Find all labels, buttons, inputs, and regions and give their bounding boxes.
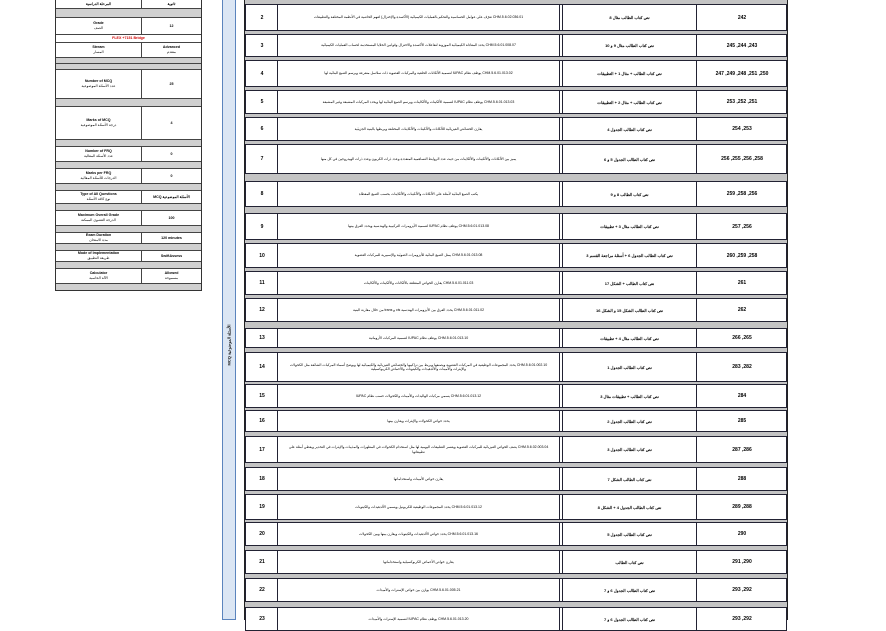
- textbook-reference: نص كتاب الطالب + تطبيقات مثال 3: [562, 385, 697, 407]
- page-numbers: 289 ,288: [732, 504, 752, 510]
- info-value-text: 12: [169, 23, 174, 28]
- textbook-reference: نص كتاب الطالب: [562, 551, 697, 573]
- info-value-text: ثانوية: [167, 1, 176, 6]
- table-row: [245, 607, 787, 631]
- table-row: [245, 298, 787, 322]
- info-value-text: SwiftAssess: [160, 253, 183, 258]
- page-numbers: 259 ,258 ,256: [726, 191, 758, 197]
- info-label-text: نوع كافة الأسئلة: [86, 197, 111, 201]
- question-number: 23: [259, 616, 265, 622]
- info-label: [56, 233, 142, 243]
- page-numbers: 262: [737, 307, 747, 313]
- info-label-text: عدد الأسئلة الموضوعية: [81, 84, 116, 88]
- info-label-text: المرحلة الدراسية: [85, 1, 112, 6]
- info-label: [56, 18, 142, 34]
- textbook-reference: نص كتاب الطالب + مثال 1 + التطبيقات: [562, 61, 697, 86]
- info-row: [56, 147, 201, 162]
- learning-outcome: يحدد خواص الكحولات والإيثرات ويقارن بينها: [277, 411, 560, 431]
- info-row: [56, 70, 201, 99]
- learning-outcome: CHM.5.6.01.005.21 يوازن بين خواص الإسترات والأميدات: [277, 579, 560, 601]
- learning-outcome: يميز بين الألكانات والألكينات والألكاينات من حيث عدد الروابط التساهمية المتعددة وعدد ذرات الكربون وعدد ذرات الهيدروجين في كل منها: [277, 145, 560, 173]
- textbook-reference: نص كتاب الطالب الجدول 6 و 7: [562, 579, 697, 601]
- table-row: [245, 467, 787, 491]
- table-row: [245, 550, 787, 574]
- question-number: 6: [260, 126, 264, 132]
- learning-outcome: CHM.5.6.01.002.10 يحدد المجموعات الوظيفية في المركبات العضوية ويصنفها ويربط بين تراكيبها والخصائص الفيزيائية والكيميائية لها ويوضح أسماء المركبات الشائعة مثل الكحولات والإيثرات والأمينات والألدهيدات والكيتونات والأحماض الكربوكسيلية: [277, 353, 560, 381]
- page-numbers: 260 ,259 ,258: [726, 252, 758, 259]
- vertical-category-column: [222, 0, 236, 620]
- table-row: [245, 4, 787, 31]
- question-number: 9: [260, 223, 264, 230]
- info-value-text: 25: [169, 81, 174, 86]
- info-label-text: الآلة الحاسبة: [89, 276, 108, 280]
- textbook-reference: نص كتاب الطالب مثال 8: [562, 5, 697, 30]
- table-row: [245, 34, 787, 57]
- question-number: 12: [259, 307, 265, 313]
- table-row: [245, 117, 787, 141]
- info-value-text: MCQ الأسئلة الموضوعية: [153, 194, 190, 199]
- learning-outcome: يكتب الصيغ البنائية لأمثلة على الألكانات والألكينات والألكاينات بحسب الصيغ المعطاة: [277, 182, 560, 206]
- info-label-text: درجة الأسئلة الموضوعية: [80, 123, 117, 127]
- info-row: [56, 251, 201, 262]
- info-label-text: الدرجة القصوى الممكنة: [81, 218, 116, 222]
- question-number: 20: [259, 531, 265, 537]
- table-row: [245, 90, 787, 114]
- question-number: 4: [260, 70, 264, 77]
- question-number: 21: [259, 559, 265, 565]
- info-label-text: Maximum Overall Grade: [77, 213, 120, 218]
- info-value: [142, 211, 201, 225]
- page-numbers: 290: [737, 531, 747, 537]
- table-row: [245, 271, 787, 295]
- page-numbers: 285: [737, 418, 747, 424]
- info-spacer: [56, 184, 201, 191]
- info-row: [56, 43, 201, 58]
- table-row: [245, 436, 787, 463]
- info-row: [56, 191, 201, 204]
- info-spacer: [56, 99, 201, 107]
- info-row: [56, 233, 201, 244]
- info-label-text: Number of FRQ: [85, 149, 112, 154]
- info-label-text: طريقة التطبيق: [87, 256, 110, 260]
- info-value-text: متقدم: [167, 50, 176, 54]
- info-label-text: الدرجات للأسئلة المقالية: [80, 176, 117, 180]
- info-value: [142, 233, 201, 243]
- info-spacer: [56, 9, 201, 18]
- info-value: [142, 43, 201, 57]
- textbook-reference: نص كتاب الطالب مثال 9 و 10: [562, 35, 697, 56]
- info-label: [56, 191, 142, 203]
- page-numbers: 247 ,249 ,248 ,251 ,250: [715, 70, 769, 77]
- page-numbers: 288: [737, 476, 747, 482]
- info-value-text: Allowed: [164, 271, 179, 276]
- info-row: [56, 18, 201, 35]
- info-value: [142, 0, 201, 8]
- info-value-text: 120 minutes: [161, 235, 182, 240]
- question-number: 7: [260, 156, 264, 162]
- question-number: 14: [259, 364, 265, 370]
- textbook-reference: نص كتاب الطالب 8 و 9: [562, 182, 697, 206]
- page-numbers: 254 ,253: [732, 126, 752, 132]
- row-separator: [245, 174, 787, 181]
- page-numbers: 283 ,282: [732, 364, 752, 370]
- table-row: [245, 410, 787, 432]
- textbook-reference: نص كتاب الطالب مثال 3 + تطبيقات: [562, 214, 697, 239]
- table-row: [245, 578, 787, 602]
- info-label-text: Exam Duration: [85, 233, 112, 238]
- table-row: [245, 213, 787, 240]
- info-label: [56, 35, 201, 42]
- info-spacer: [56, 204, 201, 211]
- info-spacer: [56, 140, 201, 147]
- table-row: [245, 352, 787, 382]
- learning-outcome: يقارن خواص الأحماض الكربوكسيلية واستخداماتها: [277, 551, 560, 573]
- textbook-reference: نص كتاب الطالب الجدول 5 و 6: [562, 145, 697, 173]
- learning-outcome: CHM.5.6.01.013.12 يسمي مركبات الهاليدات والأمينات والكحولات حسب نظام IUPAC: [277, 385, 560, 407]
- info-label-text: Stream: [92, 45, 105, 50]
- table-row: [245, 144, 787, 174]
- question-number: 2: [260, 14, 264, 21]
- textbook-reference: نص كتاب الطالب الشكل 15 و الشكل 16: [562, 299, 697, 321]
- textbook-reference: نص كتاب الطالب الشكل 7: [562, 468, 697, 490]
- learning-outcome: CHM.5.6.01.013.12 يحدد المجموعات الوظيفية للكربونيل ويسمي الألدهيدات والكيتونات: [277, 495, 560, 519]
- learning-outcome: CHM.5.6.01.013.08 يمثل الصيغ البنائية للأيزومرات الضوئية والإسبيرية للمركبات العضوية: [277, 244, 560, 267]
- textbook-reference: نص كتاب الطالب الجدول 4: [562, 118, 697, 140]
- page-numbers: 245 ,244 ,243: [726, 42, 758, 49]
- info-label-text: Calculator: [89, 271, 108, 276]
- learning-outcome: CHM.5.6.01.013.20 يوظف نظام IUPAC لتسمية الإسترات والأميدات: [277, 608, 560, 630]
- learning-outcome: CHM.5.6.01.011.03 يقارن الخواص المتعلقة بالألكانات والألكينات والألكاينات: [277, 272, 560, 294]
- info-value: [142, 147, 201, 161]
- info-spacer: [56, 284, 201, 290]
- info-label-text: مدة الامتحان: [89, 238, 108, 242]
- question-number: 5: [260, 99, 264, 105]
- page-numbers: 293 ,292: [732, 616, 752, 622]
- table-row: [245, 181, 787, 207]
- textbook-reference: نص كتاب الطالب الجدول 4 + الشكل 8: [562, 495, 697, 519]
- info-value: [142, 191, 201, 203]
- info-row: [56, 107, 201, 140]
- question-number: 10: [259, 252, 265, 259]
- learning-outcome: CHM.5.6.01.013.16 يحدد خواص الألدهيدات والكيتونات ويقارن بينها وبين الكحولات: [277, 523, 560, 545]
- info-spacer: [56, 244, 201, 251]
- info-label-text: المسار: [93, 50, 104, 54]
- learning-outcome: CHM.5.6.01.013.10 يوظف نظام IUPAC لتسمية المركبات الأروماتية: [277, 329, 560, 347]
- learning-outcome: CHM.5.6.01.013.03 يوظف نظام IUPAC لتسمية الألكينات والألكاينات ويرسم الصيغ البنائية لها ويحدد المركبات المشبعة وغير المشبعة: [277, 91, 560, 113]
- info-label-text: Type of All Questions: [80, 192, 117, 197]
- info-label: [56, 269, 142, 283]
- question-number: 22: [259, 587, 265, 593]
- table-row: [245, 384, 787, 408]
- info-row: [56, 211, 201, 226]
- info-spacer: [56, 162, 201, 169]
- info-label: [56, 107, 142, 139]
- info-value: [142, 269, 201, 283]
- textbook-reference: نص كتاب الطالب + مثال 2 + التطبيقات: [562, 91, 697, 113]
- info-value: [142, 18, 201, 34]
- question-number: 15: [259, 393, 265, 399]
- question-number: 13: [259, 335, 265, 341]
- textbook-reference: نص كتاب الطالب الجدول 6 و 7: [562, 608, 697, 630]
- question-number: 16: [259, 418, 265, 424]
- info-value: [142, 70, 201, 98]
- info-label-text: FLEX +7151 Bridge: [112, 36, 145, 41]
- textbook-reference: نص كتاب الطالب الجدول 1: [562, 353, 697, 381]
- table-row: [245, 494, 787, 520]
- page-numbers: 293 ,292: [732, 587, 752, 593]
- table-row: [245, 522, 787, 546]
- learning-outcome: CHM.5.6.02.036.01 تعرّف على عوامل الحساسية والتحكم بالعمليات الكيميائية (الأكسدة والإختزال) لفهم الخاصية في الأنظمة المختلفة والتطبيقات: [277, 5, 560, 30]
- info-label: [56, 169, 142, 183]
- info-label: [56, 147, 142, 161]
- page-numbers: 256 ,255 ,256 ,258: [721, 156, 763, 162]
- learning-outcome: CHM.5.6.01.013.08 يوظف نظام IUPAC لتسمية الأيزومرات التركيبية والهندسية ويحدد الفرق بينها: [277, 214, 560, 239]
- page-numbers: 257 ,256: [732, 223, 752, 230]
- textbook-reference: نص كتاب الطالب مثال 4 + تطبيقات: [562, 329, 697, 347]
- info-spacer: [56, 226, 201, 233]
- table-row: [245, 60, 787, 87]
- page-numbers: 253 ,252 ,251: [726, 99, 758, 105]
- info-label: [56, 251, 142, 261]
- question-number: 8: [260, 191, 264, 197]
- textbook-reference: نص كتاب الطالب + الشكل 17: [562, 272, 697, 294]
- info-value-text: 4: [170, 120, 173, 125]
- info-value-text: مسموحة: [164, 276, 179, 280]
- table-row: [245, 328, 787, 348]
- exam-info-table: [55, 0, 202, 291]
- textbook-reference: نص كتاب الطالب الجدول 6 + أسئلة مراجعة القسم 3: [562, 244, 697, 267]
- learning-outcome: CHM.5.6.01.011.02 يحدد الفرق بين الأيزومرات الهندسية cis و trans من خلال مقارنة البنية: [277, 299, 560, 321]
- info-label: [56, 0, 142, 8]
- page-numbers: 284: [737, 393, 747, 399]
- info-row: [56, 35, 201, 43]
- info-value: [142, 169, 201, 183]
- info-value: [142, 251, 201, 261]
- info-value-text: Advanced: [162, 45, 181, 50]
- learning-outcome: CHM.5.6.01.013.02 يوظف نظام IUPAC لتسمية الألكانات الحلقية والمركبات العضوية ذات سلاسل متفرعة ويرسم الصيغ البنائية لها: [277, 61, 560, 86]
- textbook-reference: نص كتاب الطالب الجدول 5: [562, 523, 697, 545]
- page-numbers: 287 ,286: [732, 446, 752, 453]
- info-spacer: [56, 262, 201, 269]
- info-label-text: عدد الأسئلة المقالية: [83, 154, 114, 158]
- page-numbers: 291 ,290: [732, 559, 752, 565]
- info-row: [56, 0, 201, 9]
- info-value-text: 0: [170, 151, 173, 156]
- info-value-text: 0: [170, 173, 173, 178]
- info-label-text: Marks of MCQ: [86, 118, 111, 123]
- textbook-reference: نص كتاب الطالب الجدول 3: [562, 437, 697, 462]
- question-number: 18: [259, 476, 265, 482]
- info-label-text: Mode of Implementation: [77, 251, 120, 256]
- info-value-text: 100: [168, 215, 175, 220]
- learning-outcome: CHM.5.6.02.003.04 يصف الخواص الفيزيائية للمركبات العضوية ويفسر التطبيقات اليومية لها مثل استخدام الكحولات في المطهرات والمذيبات والإيثرات في التخدير ويعطي أمثلة على تطبيقاتها: [277, 437, 560, 462]
- info-row: [56, 269, 201, 284]
- vertical-category-label: MCQ الأسئلة الموضوعية: [226, 324, 232, 366]
- question-number: 19: [259, 504, 265, 510]
- info-label-text: Marks per FRQ: [85, 171, 112, 176]
- info-label: [56, 43, 142, 57]
- learning-outcome: يقارن الخصائص الفيزيائية للألكانات والألكينات والألكاينات المختلفة ويربطها بالبنية الجزيئية: [277, 118, 560, 140]
- info-label: [56, 70, 142, 98]
- page-numbers: 266 ,265: [732, 335, 752, 341]
- page-numbers: 242: [737, 14, 747, 21]
- info-label-text: Number of MCQ: [84, 79, 113, 84]
- learning-outcome: CHM.5.6.01.008.07 يحدد المعادلة الكيميائية الموزونة لتفاعلات الأكسدة والاختزال وقوانين الخلايا المستخدمة لحساب العمليات الكيميائية: [277, 35, 560, 56]
- info-label-text: الصف: [94, 26, 103, 30]
- learning-outcome: يقارن خواص الأمينات واستخداماتها: [277, 468, 560, 490]
- page-numbers: 261: [737, 280, 747, 286]
- info-label-text: Grade: [93, 21, 104, 26]
- exam-coverage-table: [244, 0, 788, 620]
- info-label: [56, 211, 142, 225]
- textbook-reference: نص كتاب الطالب الجدول 2: [562, 411, 697, 431]
- question-number: 3: [260, 42, 264, 49]
- info-value: [142, 107, 201, 139]
- question-number: 17: [259, 446, 265, 453]
- question-number: 11: [259, 280, 265, 286]
- table-row: [245, 243, 787, 268]
- info-row: [56, 169, 201, 184]
